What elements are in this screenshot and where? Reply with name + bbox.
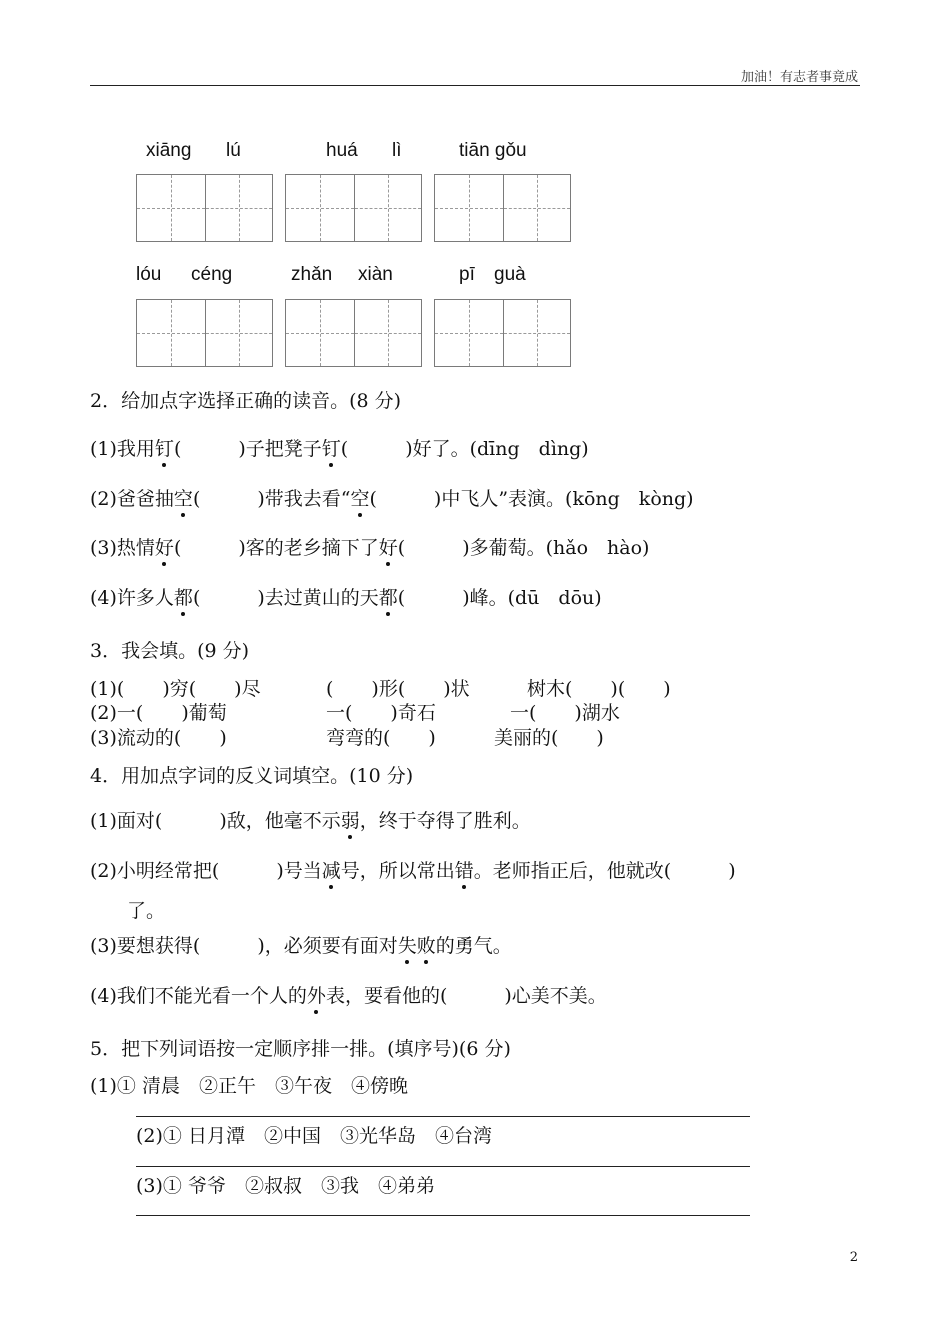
question-2-item: (1)我用钉( )子把凳子钉( )好了。(dīng dìng) (90, 434, 589, 461)
pinyin-label: pī (459, 264, 475, 285)
writing-grid[interactable] (285, 174, 422, 242)
question-5-item: (2)① 日月潭 ②中国 ③光华岛 ④台湾 (136, 1125, 492, 1147)
pinyin-label: guà (494, 264, 526, 285)
question-4-item: (3)要想获得( )，必须要有面对失败的勇气。 (90, 931, 512, 958)
pinyin-label: xiāng (146, 140, 192, 161)
pinyin-label: zhǎn (291, 264, 333, 285)
question-5-item: (1)① 清晨 ②正午 ③午夜 ④傍晚 (90, 1075, 408, 1097)
pinyin-label: céng (191, 264, 233, 285)
question-4-title: 4．用加点字词的反义词填空。(10 分) (90, 765, 414, 787)
question-3-item: 弯弯的( ) (326, 727, 436, 749)
pinyin-label: huá (326, 140, 358, 161)
pinyin-label: lóu (136, 264, 162, 285)
answer-line[interactable] (136, 1116, 750, 1117)
question-4-item: (1)面对( )敌，他毫不示弱，终于夺得了胜利。 (90, 806, 531, 833)
question-3-item: 一( )奇石 (326, 702, 436, 724)
pinyin-label: xiàn (358, 264, 393, 285)
dotted-char: 钉 (322, 434, 341, 461)
header-rule (90, 85, 860, 86)
question-3-item: 树木( )( ) (527, 678, 671, 700)
question-4-item: 了。 (127, 900, 166, 922)
question-3-item: 美丽的( ) (494, 727, 604, 749)
dotted-char: 外 (307, 981, 326, 1008)
question-4-item: (2)小明经常把( )号当减号，所以常出错。老师指正后，他就改( ) (90, 856, 736, 883)
question-3-item: ( )形( )状 (326, 678, 470, 700)
header-motto: 加油！有志者事竟成 (740, 70, 858, 85)
dotted-char: 减 (322, 856, 341, 883)
dotted-char: 都 (174, 583, 193, 610)
question-2-item: (3)热情好( )客的老乡摘下了好( )多葡萄。(hǎo hào) (90, 533, 649, 560)
question-2-item: (4)许多人都( )去过黄山的天都( )峰。(dū dōu) (90, 583, 602, 610)
question-5-title: 5．把下列词语按一定顺序排一排。(填序号)(6 分) (90, 1038, 511, 1060)
dotted-char: 空 (350, 484, 369, 511)
writing-grid[interactable] (285, 299, 422, 367)
question-4-item: (4)我们不能光看一个人的外表，要看他的( )心美不美。 (90, 981, 607, 1008)
dotted-char: 弱 (341, 806, 360, 833)
answer-line[interactable] (136, 1215, 750, 1216)
dotted-char: 失 (398, 931, 417, 958)
question-3-item: (3)流动的( ) (90, 727, 227, 749)
question-3-item: (1)( )穷( )尽 (90, 678, 261, 700)
dotted-char: 空 (174, 484, 193, 511)
dotted-char: 钉 (155, 434, 174, 461)
dotted-char: 好 (379, 533, 398, 560)
pinyin-label: lú (226, 140, 241, 161)
dotted-char: 好 (155, 533, 174, 560)
pinyin-label: lì (392, 140, 402, 161)
question-2-title: 2．给加点字选择正确的读音。(8 分) (90, 390, 402, 412)
question-5-item: (3)① 爷爷 ②叔叔 ③我 ④弟弟 (136, 1175, 435, 1197)
page-number: 2 (849, 1250, 858, 1265)
pinyin-label: tiān gǒu (459, 140, 527, 161)
writing-grid[interactable] (136, 174, 273, 242)
question-3-item: 一( )湖水 (510, 702, 620, 724)
writing-grid[interactable] (434, 174, 571, 242)
question-3-item: (2)一( )葡萄 (90, 702, 227, 724)
dotted-char: 都 (379, 583, 398, 610)
dotted-char: 错 (455, 856, 474, 883)
writing-grid[interactable] (434, 299, 571, 367)
dotted-char: 败 (417, 931, 436, 958)
writing-grid[interactable] (136, 299, 273, 367)
answer-line[interactable] (136, 1166, 750, 1167)
question-3-title: 3．我会填。(9 分) (90, 640, 250, 662)
question-2-item: (2)爸爸抽空( )带我去看“空( )中飞人”表演。(kōng kòng) (90, 484, 694, 511)
